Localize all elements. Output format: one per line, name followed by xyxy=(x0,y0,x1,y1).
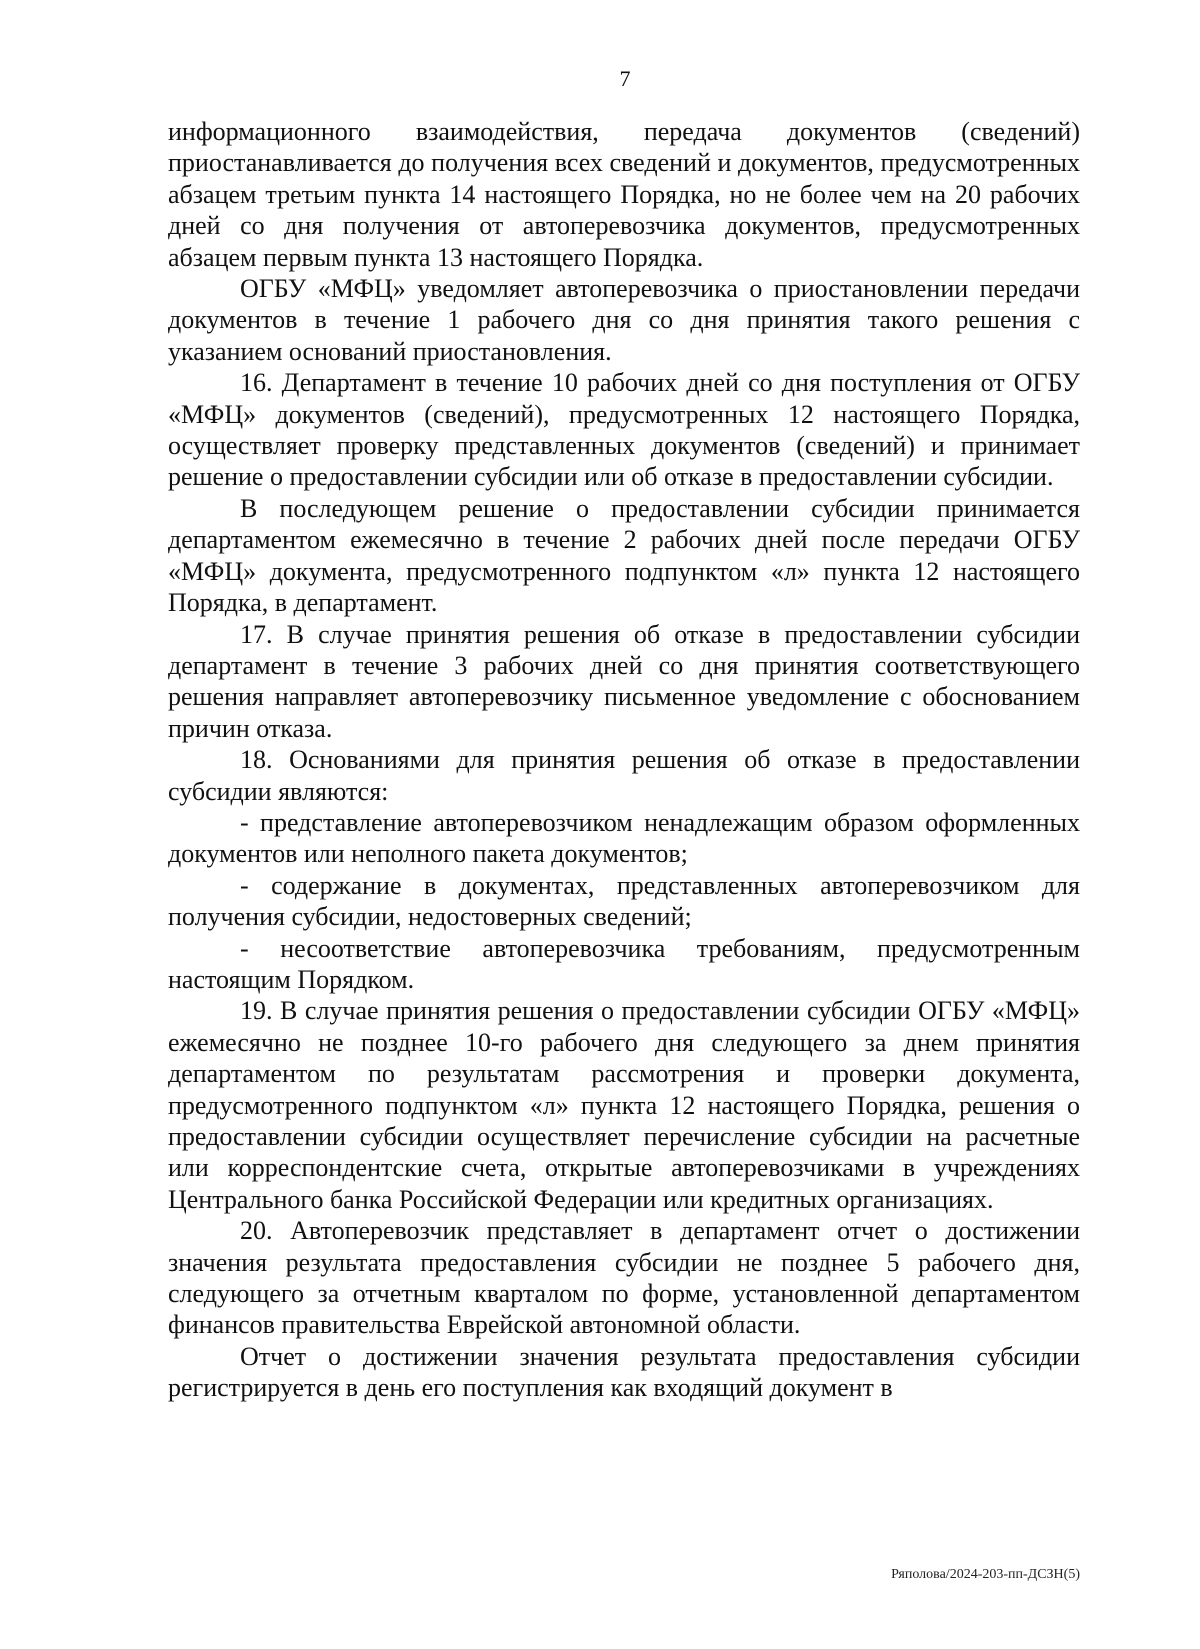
paragraph-item-20: 20. Автоперевозчик представляет в департамент отчет о достижении значения результата предоставления субсидии не позднее 5 рабочего дня, следующего за отчетным кварталом по форме, установленной департаментом финансов правительства Еврейской автономной области. xyxy=(168,1216,1080,1340)
document-code: Ряполова/2024-203-пп-ДСЗН(5) xyxy=(891,1567,1080,1582)
paragraph-subsequent-decision: В последующем решение о предоставлении субсидии принимается департаментом ежемесячно в течение 2 рабочих дней после передачи ОГБУ «МФЦ» документа, предусмотренного подпунктом «л» пункта 12 настоящего Порядка, в департамент. xyxy=(168,493,1080,618)
document-body xyxy=(168,116,1080,1404)
paragraph-suspension-notice: ОГБУ «МФЦ» уведомляет автоперевозчика о приостановлении передачи документов в течение 1 рабочего дня со дня принятия такого решения с указанием оснований приостановления. xyxy=(168,274,1080,366)
list-item-improper-documents: - представление автоперевозчиком ненадлежащим образом оформленных документов или неполного пакета документов; xyxy=(168,807,1080,869)
list-item-noncompliance: - несоответствие автоперевозчика требованиям, предусмотренным настоящим Порядком. xyxy=(168,933,1080,994)
paragraph-item-18: 18. Основаниями для принятия решения об отказе в предоставлении субсидии являются: xyxy=(168,745,1080,806)
paragraph-item-17: 17. В случае принятия решения об отказе в предоставлении субсидии департамент в течение 3 рабочих дней со дня принятия соответствующего решения направляет автоперевозчику письменное уведомление с обоснованием причин отказа. xyxy=(168,619,1080,743)
paragraph-item-19: 19. В случае принятия решения о предоставлении субсидии ОГБУ «МФЦ» ежемесячно не позднее 10-го рабочего дня следующего за днем принятия департаментом по результатам рассмотрения и проверки документа, предусмотренного подпунктом «л» пункта 12 настоящего Порядка, решения о предоставлении субсидии осуществляет перечисление субсидии на расчетные или корреспондентские счета, открытые автоперевозчиками в учреждениях Центрального банка Российской Федерации или кредитных организациях. xyxy=(168,996,1080,1214)
paragraph-report-registration: Отчет о достижении значения результата предоставления субсидии регистрируется в день его поступления как входящий документ в xyxy=(168,1341,1080,1403)
list-item-false-information: - содержание в документах, представленных автоперевозчиком для получения субсидии, недостоверных сведений; xyxy=(168,870,1080,932)
paragraph-item-16: 16. Департамент в течение 10 рабочих дней со дня поступления от ОГБУ «МФЦ» документов (сведений), предусмотренных 12 настоящего Порядка, осуществляет проверку представленных документов (сведений) и принимает решение о предоставлении субсидии или об отказе в предоставлении субсидии. xyxy=(168,368,1080,492)
paragraph-continuation: информационного взаимодействия, передача документов (сведений) приостанавливается до получения всех сведений и документов, предусмотренных абзацем третьим пункта 14 настоящего Порядка, но не более чем на 20 рабочих дней со дня получения от автоперевозчика документов, предусмотренных абзацем первым пункта 13 настоящего Порядка. xyxy=(168,117,1080,272)
page-number: 7 xyxy=(619,66,631,91)
